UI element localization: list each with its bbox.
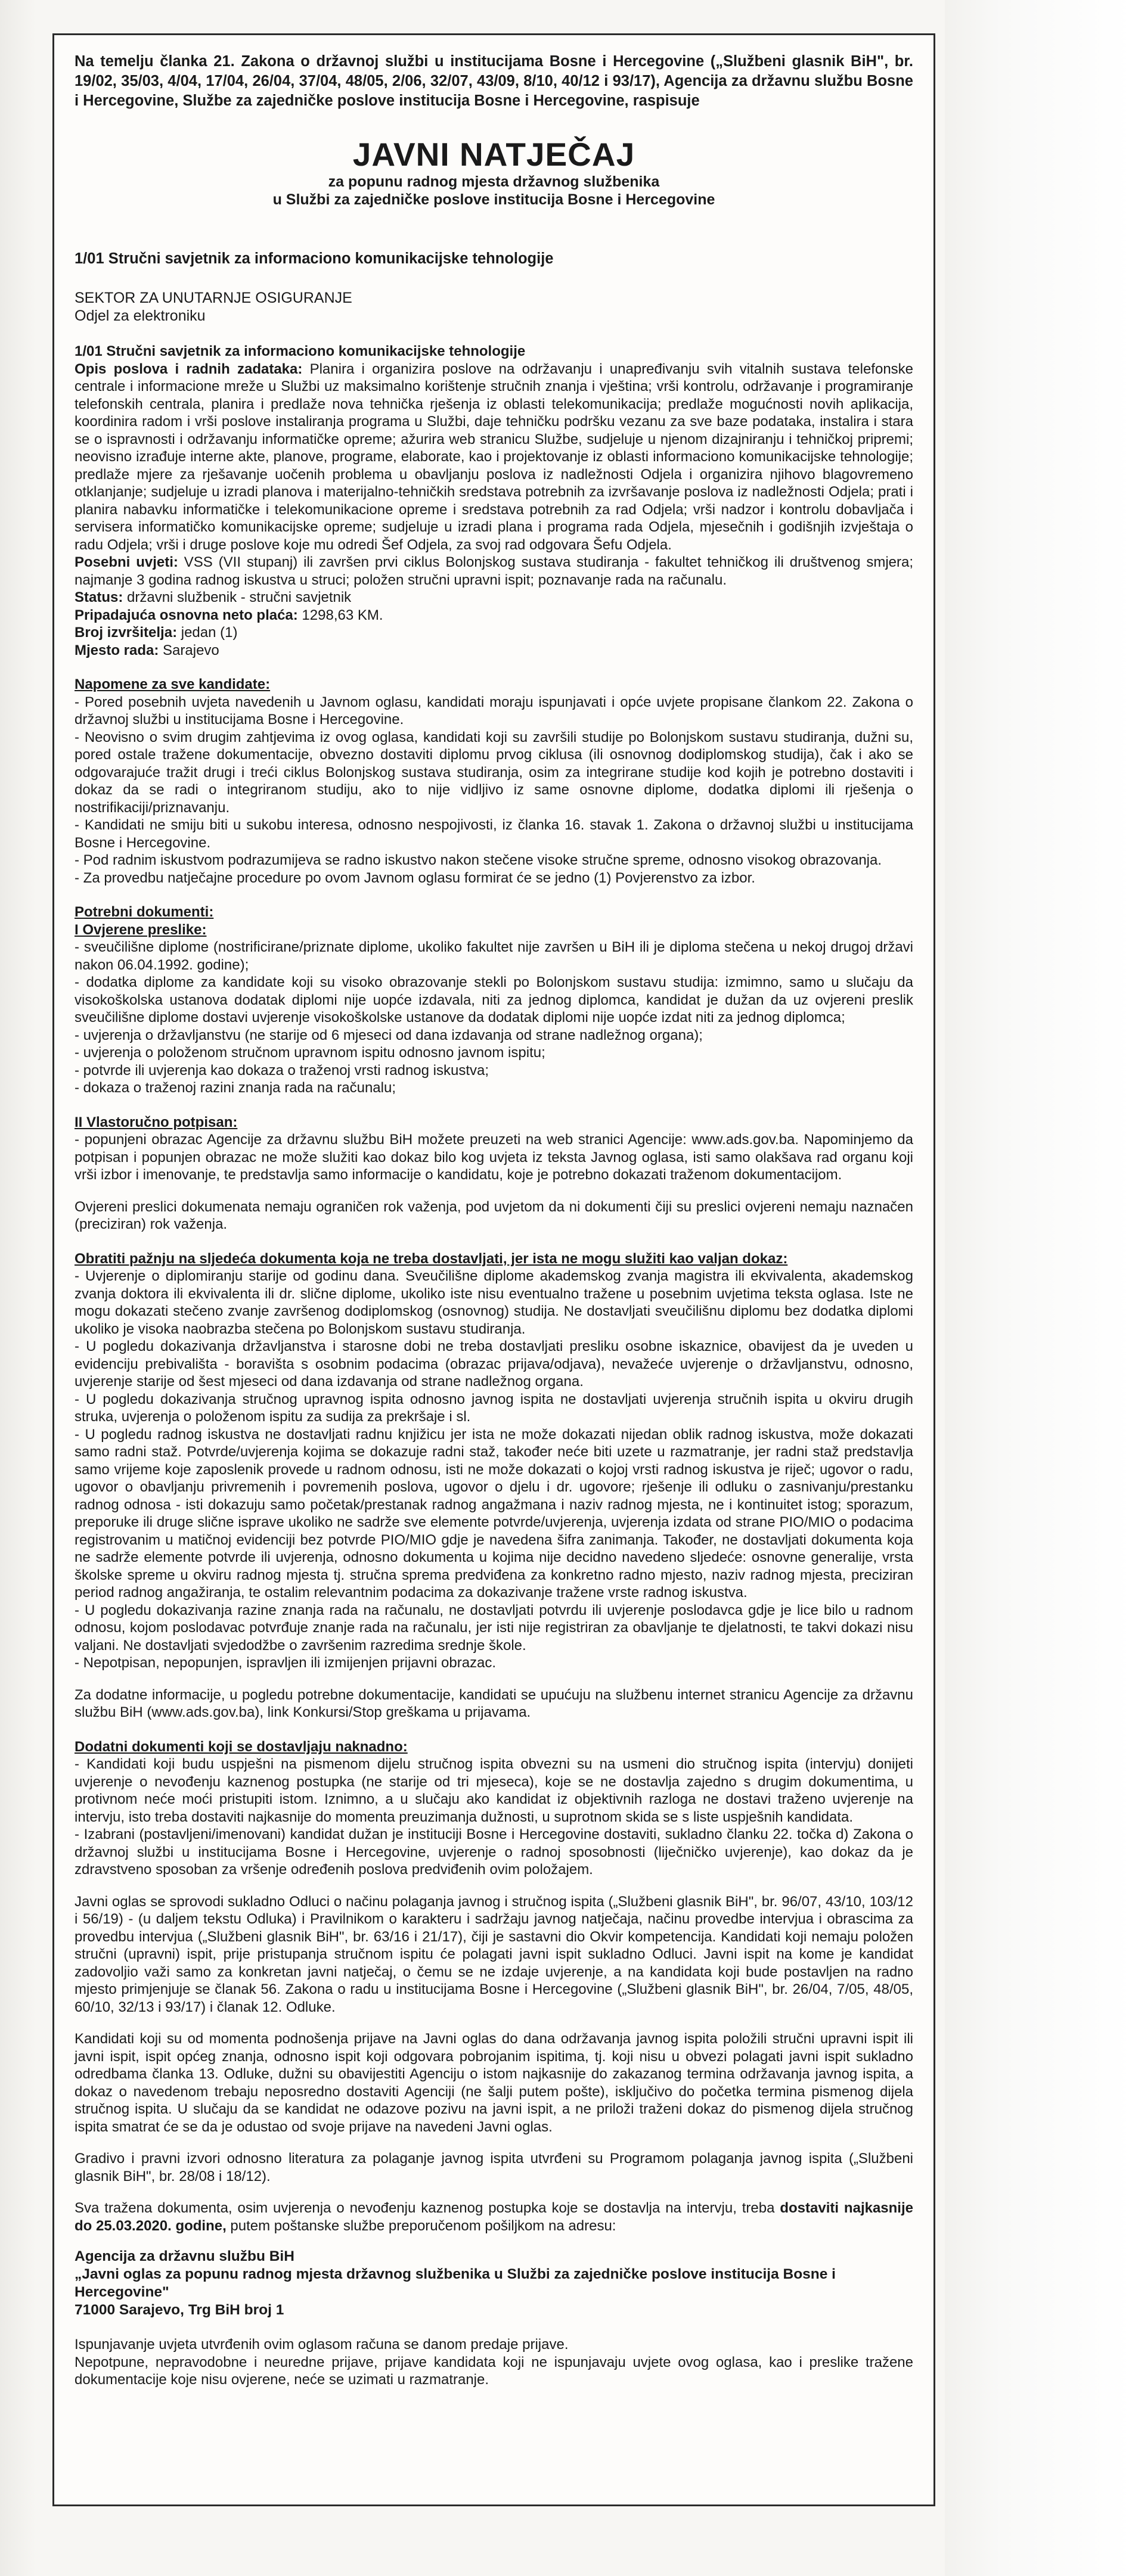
sector-name: SEKTOR ZA UNUTARNJE OSIGURANJE — [75, 290, 352, 306]
address-agency: Agencija za državnu službu BiH — [75, 2248, 294, 2264]
additional-doc-item: - Kandidati koji budu uspješni na pismenom dijelu stručnog ispita obvezni su na usmeni dio stručnog ispita (intervju) donijeti uvjerenje o nevođenju kaznenog postupka (ne starije od tri mjeseca), koje se ne dostavlja zajedno s drugim dokumentima, u protivnom neće moći pristupiti istom. Iznimno, a u slučaju ako kandidat iz objektivnih razloga ne dostavi traženo uvjerenje na intervju, isto treba dostaviti najkasnije do momenta preuzimanja dužnosti, u suprotnom skida se s liste uspješnih kandidata. — [75, 1756, 913, 1825]
duties-text: Planira i organizira poslove na održavanju i unapređivanju svih vitalnih sustava telefonske centrale i informacione mreže u Službi uz maksimalno korištenje stručnih znanja i vještina; vrši kontrolu, održavanje i programiranje telefonskih centrala, planira i predlaže nova tehnička rješenja iz oblasti telekomunikacija; predlaže mogućnosti novih aplikacija, koordinira radom i vrši poslove instaliranja programa u Službi, daje tehničku podršku vezanu za sve baze podataka, instalira i stara se o ispravnosti i održavanju informatičke opreme; ažurira web stranicu Službe, sudjeluje u njenom dizajniranju i tehničkoj pripremi; neovisno izrađuje interne akte, planove, programe, elaborate, kao i projektovanje iz oblasti informaciono komunikacijske tehnologije; predlaže mjere za rješavanje uočenih problema u obavljanju poslova iz nadležnosti Odjela i organizira njihovo blagovremeno otklanjanje; sudjeluje u izradi planova i materijalno-tehničkih sredstava potrebnih za izvršavanje poslova iz nadležnosti Odjela; prati i planira nabavku informatičke i telekomunikacione opreme i sredstava potrebnih za rad Odjela; vrši nadzor i kontrolu dobavljača i servisera informatičko komunikacijske opreme; sudjeluje u izradi plana i programa rada Odjela, mjesečnih i godišnjih izvještaja o radu Odjela; vrši i druge poslove koje mu odredi Šef Odjela, za svoj rad odgovara Šefu Odjela. — [75, 361, 914, 553]
additional-documents-heading: Dodatni dokumenti koji se dostavljaju naknadno: — [75, 1738, 408, 1755]
headcount-line — [75, 624, 913, 642]
closing-line-2: Nepotpune, nepravodobne i neuredne prijave, prijave kandidata koji ne ispunjavaju uvjete ovog oglasa, kao i preslike tražene dokumentacije koje nisu ovjerene, neće se uzimati u razmatranje. — [75, 2354, 913, 2388]
certified-item: - sveučilišne diplome (nostrificirane/priznate diplome, ukoliko fakultet nije završen u BiH ili je diploma stečena u nekoj drugoj državi nakon 06.04.1992. godine); — [75, 939, 913, 973]
status-text: državni službenik - stručni savjetnik — [123, 589, 352, 605]
exam-sources-paragraph: Gradivo i pravni izvori odnosno literatura za polaganje javnog ispita utvrđeni su Programom polaganja javnog ispita („Službeni glasnik BiH", br. 28/08 i 18/12). — [75, 2151, 913, 2185]
signed-form-text: - popunjeni obrazac Agencije za državnu službu BiH možete preuzeti na web stranici Agencije: www.ads.gov.ba. Napominjemo da potpisan i popunjen obrazac ne može služiti kao dokaz bilo kog uvjeta iz teksta Javnog oglasa, isti samo olakšava rad organu koji vrši izbor i imenovanje, te predstavlja samo informacije o kandidatu, koje je potrebno dokazati traženom dokumentacijom. — [75, 1132, 913, 1183]
deadline-text-post: putem poštanske službe preporučenom pošiljkom na adresu: — [226, 2217, 616, 2234]
validity-note: Ovjereni preslici dokumenata nemaju ograničen rok važenja, pod uvjetom da ni dokumenti čiji su preslici ovjereni nemaju naznačen (preciziran) rok važenja. — [75, 1198, 913, 1232]
exam-rules-paragraph: Javni oglas se sprovodi sukladno Odluci o načinu polaganja javnog i stručnog ispita („Službeni glasnik BiH", br. 96/07, 43/10, 103/12 i 56/19) - (u daljem tekstu Odluka) i Pravilnikom o karakteru i sadržaju javnog natječaja, načinu provedbe intervjua i obrascima za provedbu intervjua („Službeni glasnik BiH", br. 63/16 i 21/17), čiji je sastavni dio Okvir kompetencija. Kandidati koji nemaju položen stručni (upravni) ispit, prije pristupanja stručnom ispitu će polagati javni ispit sukladno Odluci. Javni ispit na kome je kandidat zadovoljio važi samo za konkretan javni natječaj, o čemu se ne izdaje uvjerenje, a na kandidata koji bude postavljen na radno mjesto primjenjuje se članak 56. Zakona o radu u institucijama Bosne i Hercegovine („Službeni glasnik BiH", br. 26/04, 7/05, 48/05, 60/10, 32/13 i 93/17) i članak 12. Odluke. — [75, 1893, 913, 2015]
documents-section — [75, 903, 913, 1233]
mailing-address — [75, 2248, 913, 2319]
salary-value: 1298,63 KM. — [297, 607, 383, 623]
notes-item: - Neovisno o svim drugim zahtjevima iz ovog oglasa, kandidati koji su završili studije po Bolonjskom sustavu studiranja, dužni su, pored ostale tražene dokumentacije, obvezno dostaviti diplomu prvog ciklusa (ili osnovnog dodiplomskog studija), čak i ako se odgovarajuće tražit drugi i treći ciklus Bolonjskog sustava studiranja, osim za integrirane studije kod kojih je potrebno dostaviti i dokaz da se radi o integriranom studiju, ako to nije vidljivo iz same osnovne diplome, dodatka diplomi ili rješenja o nostrifikaciji/priznavanju. — [75, 729, 913, 816]
page-title: JAVNI NATJEČAJ — [352, 136, 635, 173]
invalid-doc-item: - U pogledu dokazivanja državljanstva i starosne dobi ne treba dostavljati presliku osobne iskaznice, obavijest da je uveden u evidenciju prebivališta - boravišta s osobnim podacima (obrazac prijava/odjava), nevažeće uvjerenje o državljanstvu, odnosno, uvjerenje starije od šest mjeseci od dana izdavanja od strane nadležnog organa. — [75, 1338, 913, 1390]
address-city: 71000 Sarajevo, Trg BiH broj 1 — [75, 2302, 284, 2318]
exam-exemption-paragraph: Kandidati koji su od momenta podnošenja prijave na Javni oglas do dana održavanja javnog ispita položili stručni upravni ispit ili javni ispit, ispit općeg znanja, odnosno ispit koji odgovara pobrojanim ispitima, tj. koji nisu u obvezi polagati javni ispit sukladno odredbama članka 13. Odluke, dužni su obavijestiti Agenciju o istom najkasnije do zakazanog termina održavanja javnog ispita, a dokaz o navedenom trebaju neposredno dostaviti Agenciji (ne šalji putem pošte), isključivo do početka termina pismenog dijela stručnog ispita. U slučaju da se kandidat ne odazove pozivu na javni ispit, a ne priloži traženi dokaz do pismenog dijela stručnog ispita smatrat će se da je odustao od svoje prijave na navedeni Javni oglas. — [75, 2031, 913, 2135]
salary-label: Pripadajuća osnovna neto plaća: — [75, 607, 298, 623]
invalid-doc-item: - Uvjerenje o diplomiranju starije od godinu dana. Sveučilišne diplome akademskog zvanja magistra ili ekvivalenta, akademskog zvanja doktora ili ekvivalenta ili dr. slične diplome, ukoliko iste nisu eventualno tražene u posebnim uvjetima teksta oglasa. Iste ne mogu dokazati stečeno zvanje završenog dodiplomskog (osnovnog) studija. Ne dostavljati sveučilišnu diplomu bez dodatka diplomi ukoliko je visoka naobrazba stečena po Bolonjskom sustavu studiranja. — [75, 1268, 913, 1337]
additional-documents-section — [75, 1738, 913, 2235]
status-line — [75, 589, 913, 607]
department-block — [75, 289, 913, 325]
closing-line-1: Ispunjavanje uvjeta utvrđenih ovim oglasom računa se danom predaje prijave. — [75, 2336, 569, 2353]
notes-section — [75, 676, 913, 887]
address-subject: „Javni oglas za popunu radnog mjesta državnog službenika u Službi za zajedničke poslove institucija Bosne i Hercegovine" — [75, 2266, 836, 2300]
invalid-doc-item: - U pogledu radnog iskustva ne dostavljati radnu knjižicu jer ista ne može dokazati nijedan oblik radnog iskustva, može dokazati samo radni staž. Potvrde/uvjerenja kojima se dokazuje radni staž, također neće biti uzete u razmatranje, jer radni staž predstavlja samo vrijeme koje zaposlenik provede u radnom odnosu, isti ne može dokazati o kojoj vrsti radnog iskustva je riječ; ugovor o radu, ugovor o obavljanju privremenih i povremenih poslova, ugovor o djelu i dr. ugovore; rješenje ili odluku o zasnivanju/prestanku radnog odnosa - isti dokazuju samo početak/prestanak radnog angažmana i naziv radnog mjesta, ne i kontinuitet istog; sporazum, preporuke ili druge slične isprave ukoliko ne sadrže sve elemente potvrde/uvjerenja, uvjerenja izdata od strane PIO/MIO o podacima registrovanim u matičnoj evidenciji bez potvrde PIO/MIO gdje je navedena šifra zanimanja. Također, ne dostavljati dokumenta koja ne sadrže elemente potvrde ili uvjerenja, odnosno dokumenta u kojima nije decidno navedeno sljedeće: osnovne generalije, vrsta školske spreme u okviru radnog mjesta tj. stručna sprema predviđena za konkretno radno mjesto, naziv radnog mjesta, preciziran period radnog angažiranja, te ostalim relevantnim podacima za dokazivanje tražene vrste radnog iskustva. — [75, 1426, 913, 1601]
closing-notes — [75, 2336, 913, 2389]
intro-paragraph: Na temelju članka 21. Zakona o državnoj službi u institucijama Bosne i Hercegovine („Službeni glasnik BiH", br. 19/02, 35/03, 4/04, 17/04, 26/04, 37/04, 48/05, 2/06, 32/07, 43/09, 8/10, 40/12 i 93/17), Agencija za državnu službu Bosne i Hercegovine, Službe za zajedničke poslove institucija Bosne i Hercegovine, raspisuje — [75, 53, 913, 109]
duties-paragraph — [75, 361, 913, 554]
status-label: Status: — [75, 589, 123, 605]
certified-copies-heading: I Ovjerene preslike: — [75, 921, 207, 938]
invalid-documents-heading: Obratiti pažnju na sljedeća dokumenta koja ne treba dostavljati, jer ista ne mogu služiti kao valjan dokaz: — [75, 1250, 788, 1267]
certified-item: - uvjerenja o položenom stručnom upravnom ispitu odnosno javnom ispitu; — [75, 1045, 545, 1061]
notes-item: - Pored posebnih uvjeta navedenih u Javnom oglasu, kandidati moraju ispunjavati i opće uvjete propisane člankom 22. Zakona o državnoj službi u institucijama Bosne i Hercegovine. — [75, 694, 913, 728]
deadline-date: dostaviti najkasnije do 25.03.2020. godine, — [75, 2200, 913, 2234]
left-page-gutter — [0, 0, 36, 2576]
location-value: Sarajevo — [159, 642, 219, 658]
certified-item: - dodatka diplome za kandidate koji su visoko obrazovanje stekli po Bolonjskom sustavu studija: izmimno, samo u slučaju da visokoškolska ustanova dodatak diplomi nije uopće izdavala, niti za jednog diplomca, kandidat je dužan da uz ovjereni preslik sveučilišne diplome dostavi uvjerenje visokoškolske ustanove da dodatak diplomi nije uopće izdat niti za jednog diplomca; — [75, 974, 913, 1026]
certified-item: - dokaza o traženoj razini znanja rada na računalu; — [75, 1080, 396, 1096]
certified-item: - potvrde ili uvjerenja kao dokaza o traženoj vrsti radnog iskustva; — [75, 1062, 489, 1079]
headcount-label: Broj izvršitelja: — [75, 624, 178, 641]
title-subline-1: za popunu radnog mjesta državnog službenika — [328, 173, 660, 190]
position-heading: 1/01 Stručni savjetnik za informaciono komunikacijske tehnologije — [75, 343, 526, 359]
title-subline-2: u Službi za zajedničke poslove institucija Bosne i Hercegovine — [272, 191, 715, 208]
notes-heading: Napomene za sve kandidate: — [75, 676, 271, 692]
headcount-value: jedan (1) — [177, 624, 238, 641]
deadline-paragraph — [75, 2199, 913, 2235]
documents-heading: Potrebni dokumenti: — [75, 904, 214, 920]
signed-form-heading: II Vlastoručno potpisan: — [75, 1114, 238, 1130]
position-block — [75, 343, 913, 659]
certified-item: - uvjerenja o državljanstvu (ne starije od 6 mjeseci od dana izdavanja od strane nadležnog organa); — [75, 1027, 703, 1043]
location-label: Mjesto rada: — [75, 642, 159, 658]
unit-name: Odjel za elektroniku — [75, 307, 206, 324]
notes-item: - Kandidati ne smiju biti u sukobu interesa, odnosno nespojivosti, iz članka 16. stavak 1. Zakona o državnoj službi u institucijama Bosne i Hercegovine. — [75, 817, 913, 851]
invalid-doc-item: - Nepotpisan, nepopunjen, ispravljen ili izmijenjen prijavni obrazac. — [75, 1655, 497, 1671]
right-page-bleed — [945, 0, 1132, 2576]
conditions-text: VSS (VII stupanj) ili završen prvi ciklus Bolonjskog sustava studiranja - fakultet tehničkog ili društvenog smjera; najmanje 3 godina radnog iskustva u struci; položen stručni upravni ispit; poznavanje rada na računalu. — [75, 554, 914, 588]
more-info-note: Za dodatne informacije, u pogledu potrebne dokumentacije, kandidati se upućuju na službenu internet stranicu Agencije za državnu službu BiH (www.ads.gov.ba), link Konkursi/Stop greškama u prijavama. — [75, 1686, 913, 1720]
notes-item: - Za provedbu natječajne procedure po ovom Javnom oglasu formirat će se jedno (1) Povjerenstvo za izbor. — [75, 869, 755, 886]
job-advertisement — [52, 33, 935, 2506]
conditions-label: Posebni uvjeti: — [75, 554, 178, 570]
conditions-paragraph — [75, 554, 913, 589]
deadline-text-pre: Sva tražena dokumenta, osim uvjerenja o nevođenju kaznenog postupka koje se dostavlja na intervju, treba — [75, 2200, 780, 2216]
invalid-doc-item: - U pogledu dokazivanja razine znanja rada na računalu, ne dostavljati potvrdu ili uvjerenje poslodavca gdje je lice bilo u radnom odnosu, kojom poslodavac potvrđuje znanje rada na računalu, jer isti nije registriran za obavljanje te djelatnosti, te takvi dokazi nisu valjani. Ne dostavljati svjedodžbe o završenim razredima srednje škole. — [75, 1602, 913, 1654]
invalid-documents-section — [75, 1250, 913, 1722]
invalid-doc-item: - U pogledu dokazivanja stručnog upravnog ispita odnosno javnog ispita ne dostavljati uvjerenja stručnih ispita u okviru drugih struka, uvjerenja o položenom ispitu za sudija za prekršaje i sl. — [75, 1391, 913, 1425]
notes-item: - Pod radnim iskustvom podrazumijeva se radno iskustvo nakon stečene visoke stručne spreme, odnosno visokog obrazovanja. — [75, 852, 882, 868]
location-line — [75, 642, 913, 660]
position-summary-heading: 1/01 Stručni savjetnik za informaciono komunikacijske tehnologije — [75, 250, 554, 267]
duties-label: Opis poslova i radnih zadataka: — [75, 361, 303, 377]
salary-line — [75, 607, 913, 624]
additional-doc-item: - Izabrani (postavljeni/imenovani) kandidat dužan je instituciji Bosne i Hercegovine dostaviti, sukladno članku 22. točka d) Zakona o državnoj službi u institucijama Bosne i Hercegovine, uvjerenje o radnoj sposobnosti (liječničko uvjerenje), kao dokaz da je zdravstveno sposoban za vršenje određenih poslova predviđenih ovim položajem. — [75, 1826, 913, 1878]
